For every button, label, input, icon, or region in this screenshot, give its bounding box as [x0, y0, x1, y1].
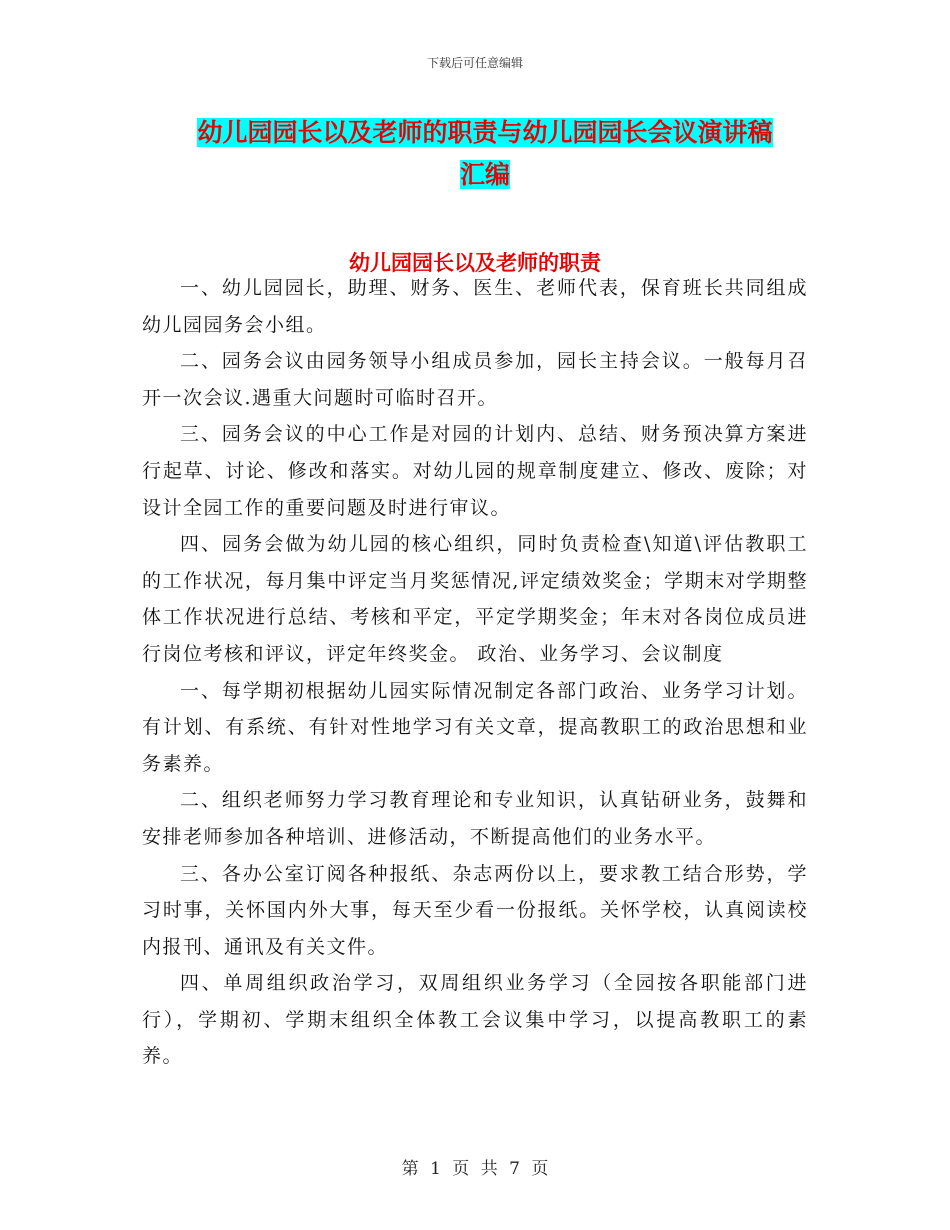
- paragraph: 一、幼儿园园长，助理、财务、医生、老师代表，保育班长共同组成幼儿园园务会小组。: [142, 277, 808, 336]
- document-title-line-2: 汇编: [459, 160, 510, 189]
- header-note: 下载后可任意编辑: [426, 56, 523, 70]
- paragraph: 四、园务会做为幼儿园的核心组织，同时负责检查\知道\评估教职工的工作状况，每月集中评定当月奖惩情况,评定绩效奖金；学期末对学期整体工作状况进行总结、考核和平定，平定学期奖金；年末对各岗位成员进行岗位考核和评议，评定年终奖金。 政治、业务学习、会议制度: [142, 533, 808, 665]
- document-title: [140, 112, 830, 196]
- paragraph: 四、单周组织政治学习，双周组织业务学习（全园按各职能部门进行），学期初、学期末组织全体教工会议集中学习，以提高教职工的素养。: [142, 972, 808, 1068]
- section-title: 幼儿园园长以及老师的职责: [349, 251, 601, 275]
- paragraph: 二、组织老师努力学习教育理论和专业知识，认真钻研业务，鼓舞和安排老师参加各种培训、进修活动，不断提高他们的业务水平。: [142, 789, 808, 848]
- document-title-line-1: 幼儿园园长以及老师的职责与幼儿园园长会议演讲稿: [197, 118, 773, 147]
- paragraph: 三、各办公室订阅各种报纸、杂志两份以上，要求教工结合形势，学习时事，关怀国内外大事，每天至少看一份报纸。关怀学校，认真阅读校内报刊、通讯及有关文件。: [142, 862, 808, 958]
- paragraph: 二、园务会议由园务领导小组成员参加，园长主持会议。一般每月召开一次会议.遇重大问题时可临时召开。: [142, 350, 808, 409]
- page-number-footer: 第 1 页 共 7 页: [401, 1159, 549, 1179]
- paragraph: 一、每学期初根据幼儿园实际情况制定各部门政治、业务学习计划。有计划、有系统、有针对性地学习有关文章，提高教职工的政治思想和业务素养。: [142, 679, 808, 775]
- paragraph: 三、园务会议的中心工作是对园的计划内、总结、财务预决算方案进行起草、讨论、修改和落实。对幼儿园的规章制度建立、修改、废除；对设计全园工作的重要问题及时进行审议。: [142, 423, 808, 519]
- body-text: [142, 270, 808, 1075]
